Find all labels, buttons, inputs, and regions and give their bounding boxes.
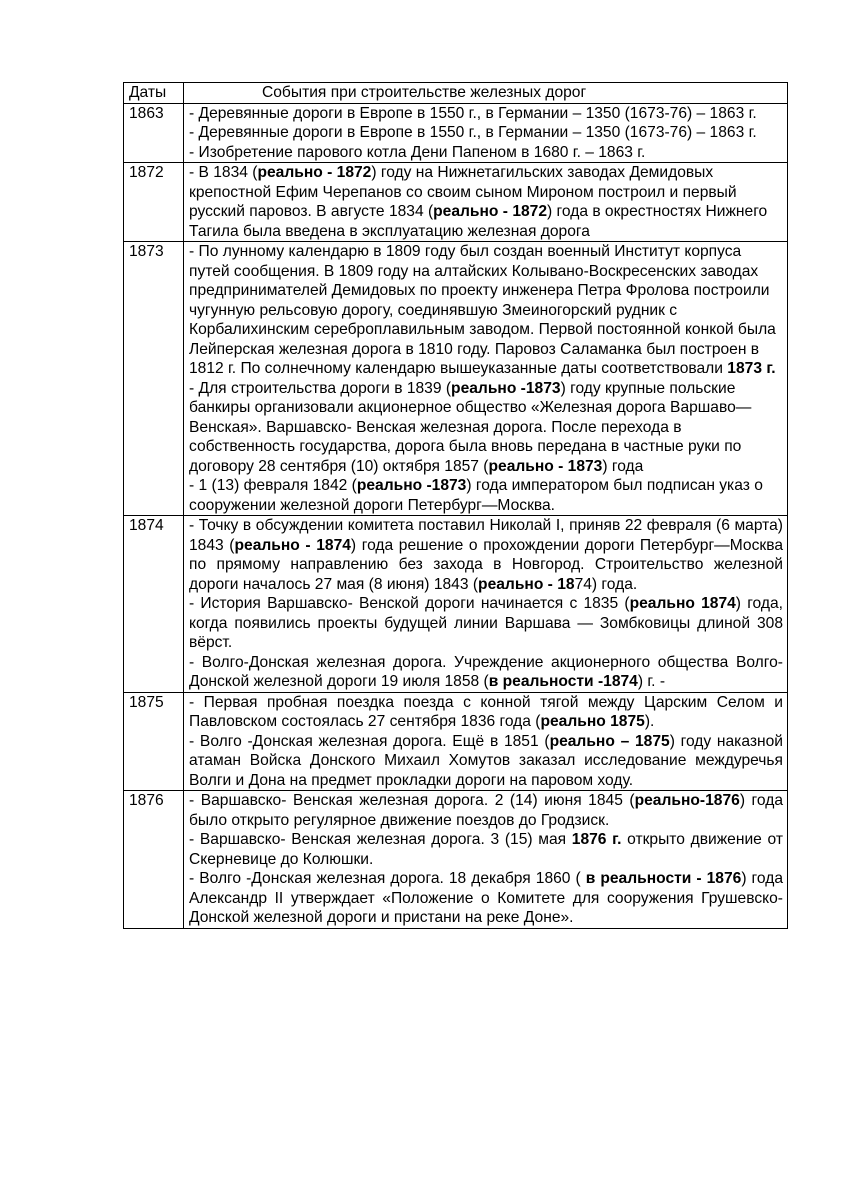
table-row — [124, 516, 788, 693]
event-text: ) г. - — [637, 673, 666, 690]
header-dates: Даты — [124, 83, 184, 104]
event-emphasis: реально – 1875 — [549, 732, 670, 750]
event-text: - По лунному календарю в 1809 году был создан военный Институт корпуса путей сообщения. В 1809 году на алтайских Колывано-Воскресенских заводах предпринимателей Демидовых по проекту инженера Петра Фролова построили чугунную рельсовую дорогу, соединявшую Змеиногорский рудник с Корбалихинским сереброплавильным заводом. Первой постоянной конкой была Лейперская железная дорога в 1810 году. Паровоз Саламанка был построен в 1812 г. По солнечному календарю вышеуказанные даты соответствовали — [189, 243, 776, 377]
event-emphasis: реально 1874 — [629, 595, 736, 612]
event-entry — [189, 104, 783, 124]
event-emphasis: реально -1873 — [356, 477, 467, 494]
event-emphasis: реально - 1872 — [433, 203, 548, 220]
row-date: 1875 — [124, 692, 184, 791]
event-entry — [189, 476, 783, 515]
table-row — [124, 163, 788, 242]
table-header-row — [124, 83, 788, 104]
event-text: - Точку в обсуждении комитета поставил Николай I, приняв 22 февраля (6 марта) 1843 ( — [189, 517, 783, 554]
event-emphasis: реально - 1873 — [488, 457, 603, 475]
events-table — [123, 82, 788, 929]
event-emphasis: 1873 г. — [727, 360, 776, 377]
event-entry — [189, 123, 783, 143]
table-row — [124, 242, 788, 516]
event-text: - Для строительства дороги в 1839 ( — [189, 379, 452, 397]
event-entry — [189, 163, 783, 241]
event-text: ). — [644, 713, 655, 730]
event-entry — [189, 732, 783, 791]
event-entry — [189, 143, 783, 163]
event-emphasis: в реальности - 1876 — [585, 870, 742, 887]
event-text: - Волго -Донская железная дорога. 18 декабря 1860 ( — [189, 870, 586, 887]
event-text: - Варшавско- Венская железная дорога. 3 (15) мая — [189, 831, 572, 848]
event-emphasis: реально-1876 — [634, 792, 740, 809]
row-date: 1873 — [124, 242, 184, 516]
table-row — [124, 692, 788, 791]
event-emphasis: в реальности -1874 — [488, 673, 638, 690]
event-entry — [189, 830, 783, 869]
event-text: ) года в окрестностях Нижнего Тагила была введена в эксплуатацию железная дорога — [189, 203, 768, 240]
event-emphasis: реально -1873 — [451, 379, 561, 397]
event-text: - История Варшавско- Венской дороги начинается с 1835 ( — [189, 595, 630, 612]
event-entry — [189, 242, 783, 379]
event-text: открыто движение от Скерневице до Колюшки. — [189, 831, 783, 868]
event-text: - Изобретение парового котла Дени Папеном в 1680 г. – 1863 г. — [189, 143, 646, 161]
row-events — [184, 692, 788, 791]
event-text: ) году наказной атаман Войска Донского Михаил Хомутов заказал исследование междуречья Волги и Дона на предмет прокладки дороги на паровом ходу. — [189, 732, 783, 789]
event-emphasis: реально - 18 — [478, 575, 575, 593]
table-row — [124, 103, 788, 163]
event-text: ) года, когда появились проекты будущей линии Варшава — Зомбковицы длиной 308 вёрст. — [189, 595, 783, 651]
event-entry — [189, 516, 783, 594]
event-emphasis: реально - 1874 — [234, 536, 351, 554]
event-entry — [189, 791, 783, 830]
event-emphasis: реально 1875 — [540, 713, 645, 730]
row-events — [184, 791, 788, 929]
event-text: ) году крупные польские банкиры организовали акционерное общество «Железная дорога Варшаво—Венская». Варшавско- Венская железная дорога. После перехода в собственность государства, дорога была вновь передана в частные руки по договору 28 сентября (10) октября 1857 ( — [189, 379, 752, 475]
event-text: - Деревянные дороги в Европе в 1550 г., в Германии – 1350 (1673-76) – 1863 г. — [189, 124, 757, 141]
event-text: ) года императором был подписан указ о сооружении железной дороги Петербург—Москва. — [189, 477, 763, 514]
event-text: - Первая пробная поездка поезда с конной тягой между Царским Селом и Павловском состоялась 27 сентября 1836 года ( — [189, 693, 783, 730]
header-events: События при строительстве железных дорог — [184, 83, 788, 104]
event-entry — [189, 869, 783, 928]
event-text: - 1 (13) февраля 1842 ( — [189, 477, 357, 494]
row-events — [184, 242, 788, 516]
event-entry — [189, 594, 783, 653]
event-emphasis: реально - 1872 — [257, 164, 372, 181]
row-date: 1876 — [124, 791, 184, 929]
event-text: 74) года. — [574, 575, 638, 593]
event-entry — [189, 653, 783, 692]
row-events — [184, 163, 788, 242]
event-entry — [189, 379, 783, 477]
row-events — [184, 103, 788, 163]
row-events — [184, 516, 788, 693]
event-text: ) года — [602, 457, 644, 475]
event-text: - В 1834 ( — [189, 164, 258, 181]
event-text: ) году на Нижнетагильских заводах Демидовых крепостной Ефим Черепанов со своим сыном Мироном построил и первый русский паровоз. В августе 1834 ( — [189, 164, 737, 220]
row-date: 1874 — [124, 516, 184, 693]
table-body — [124, 103, 788, 928]
event-text: ) года решение о прохождении дороги Петербург—Москва по прямому направлению без захода в Новгород. Строительство железной дороги началось 27 мая (8 июня) 1843 ( — [189, 536, 783, 593]
event-text: ) года было открыто регулярное движение поездов до Гродзиск. — [189, 792, 783, 829]
event-emphasis: 1876 г. — [571, 831, 622, 848]
row-date: 1863 — [124, 103, 184, 163]
table-row — [124, 791, 788, 929]
event-entry — [189, 693, 783, 732]
event-text: - Волго-Донская железная дорога. Учреждение акционерного общества Волго-Донской железной дороги 19 июля 1858 ( — [189, 653, 783, 690]
event-text: - Волго -Донская железная дорога. Ещё в 1851 ( — [189, 732, 550, 750]
event-text: - Деревянные дороги в Европе в 1550 г., в Германии – 1350 (1673-76) – 1863 г. — [189, 104, 757, 122]
event-text: ) года Александр II утверждает «Положение о Комитете для сооружения Грушевско-Донской железной дороги и пристани на реке Доне». — [189, 870, 783, 926]
event-text: - Варшавско- Венская железная дорога. 2 (14) июня 1845 ( — [189, 792, 635, 809]
row-date: 1872 — [124, 163, 184, 242]
